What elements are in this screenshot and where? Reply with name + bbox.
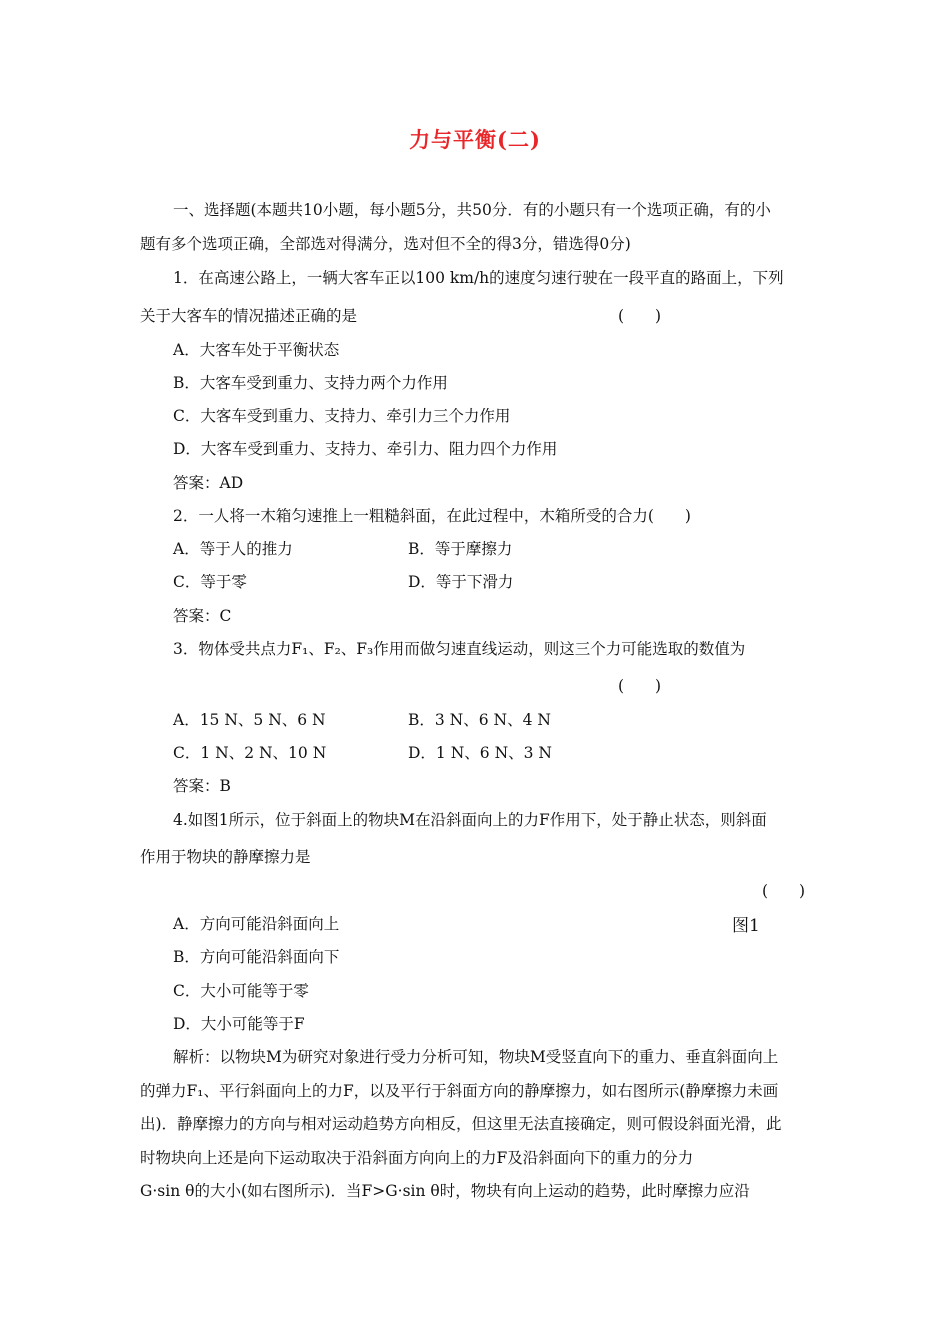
q1-answer: 答案：AD [173,474,244,492]
q4-stem-line-1: 4.如图1所示，位于斜面上的物块M在沿斜面向上的力F作用下，处于静止状态，则斜面 [173,811,767,829]
q3-stem: 3．物体受共点力F₁、F₂、F₃作用而做匀速直线运动，则这三个力可能选取的数值为 [173,640,746,658]
q2-option-c: C．等于零 [173,573,247,591]
q4-answer-paren: ( ) [762,882,806,900]
q2-option-a: A．等于人的推力 [173,540,293,558]
analysis-line-1: 解析：以物块M为研究对象进行受力分析可知，物块M受竖直向下的重力、垂直斜面向上 [173,1048,779,1066]
q1-option-d: D．大客车受到重力、支持力、牵引力、阻力四个力作用 [173,440,558,458]
q3-option-c: C．1 N、2 N、10 N [173,744,327,762]
q3-option-d: D．1 N、6 N、3 N [408,744,552,762]
q1-stem-line-2: 关于大客车的情况描述正确的是 [140,307,358,325]
q3-answer-paren: ( ) [618,677,662,695]
section-header-line-2: 题有多个选项正确，全部选对得满分，选对但不全的得3分，错选得0分) [140,235,631,253]
q1-option-b: B．大客车受到重力、支持力两个力作用 [173,374,448,392]
q3-option-a: A．15 N、5 N、6 N [173,711,326,729]
analysis-line-3: 出)．静摩擦力的方向与相对运动趋势方向相反，但这里无法直接确定，则可假设斜面光滑，此 [140,1115,782,1133]
q4-option-d: D．大小可能等于F [173,1015,305,1033]
q2-stem: 2．一人将一木箱匀速推上一粗糙斜面，在此过程中，木箱所受的合力( ) [173,507,691,525]
figure-label: 图1 [732,916,760,936]
q1-answer-paren: ( ) [618,307,662,325]
page-title: 力与平衡(二) [409,127,541,152]
analysis-line-5: G·sin θ的大小(如右图所示)．当F>G·sin θ时，物块有向上运动的趋势，此时摩擦力应沿 [140,1182,750,1200]
section-header-line-1: 一、选择题(本题共10小题，每小题5分，共50分．有的小题只有一个选项正确，有的小 [173,201,771,219]
analysis-line-2: 的弹力F₁、平行斜面向上的力F，以及平行于斜面方向的静摩擦力，如右图所示(静摩擦力未画 [140,1082,779,1100]
q2-answer: 答案：C [173,607,232,625]
analysis-line-4: 时物块向上还是向下运动取决于沿斜面方向向上的力F及沿斜面向下的重力的分力 [140,1149,694,1167]
q1-option-c: C．大客车受到重力、支持力、牵引力三个力作用 [173,407,511,425]
q4-stem-line-2: 作用于物块的静摩擦力是 [140,848,311,866]
q1-stem-line-1: 1．在高速公路上，一辆大客车正以100 km/h的速度匀速行驶在一段平直的路面上，下列 [173,269,784,287]
q2-option-d: D．等于下滑力 [408,573,514,591]
q4-option-c: C．大小可能等于零 [173,982,309,1000]
q3-option-b: B．3 N、6 N、4 N [408,711,551,729]
q2-option-b: B．等于摩擦力 [408,540,513,558]
q1-option-a: A．大客车处于平衡状态 [173,341,340,359]
q4-option-a: A．方向可能沿斜面向上 [173,915,340,933]
q3-answer: 答案：B [173,777,231,795]
q4-option-b: B．方向可能沿斜面向下 [173,948,340,966]
